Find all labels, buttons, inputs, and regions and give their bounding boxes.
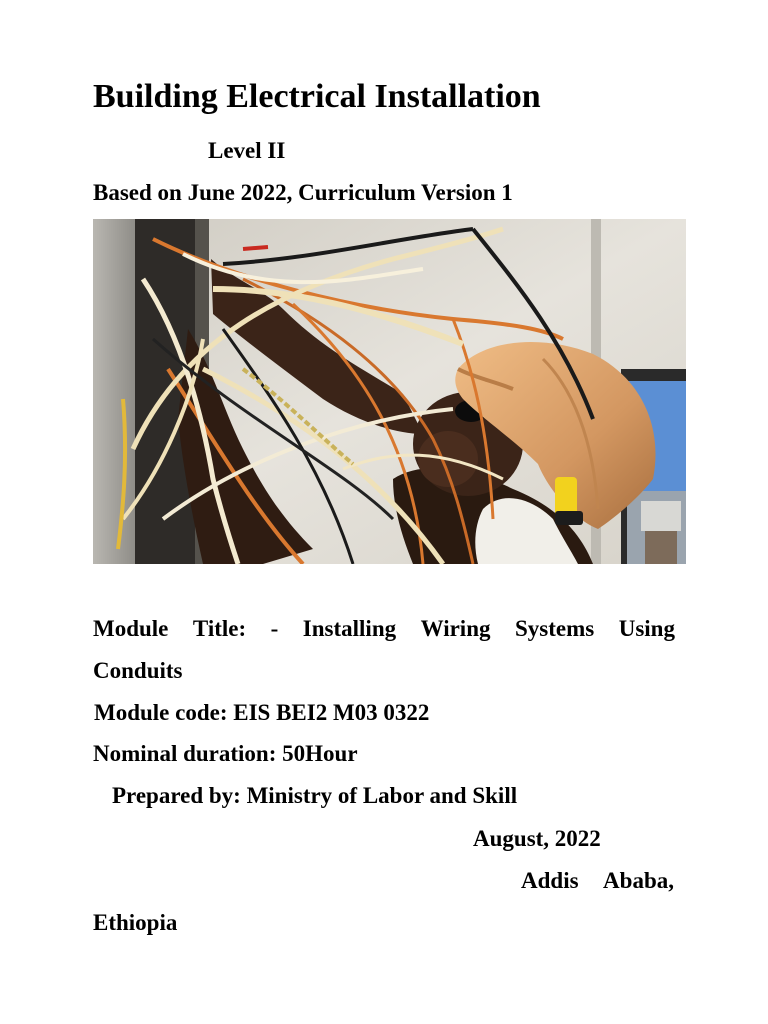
publication-date: August, 2022 <box>473 826 601 851</box>
module-title-continuation: Conduits <box>93 658 183 683</box>
city-word: Ababa, <box>603 868 674 893</box>
module-title-word: Title: <box>192 616 247 641</box>
city-word: Addis <box>521 868 579 893</box>
country: Ethiopia <box>93 910 178 935</box>
prepared-by: Prepared by: Ministry of Labor and Skill <box>112 783 518 808</box>
nominal-duration: Nominal duration: 50Hour <box>93 741 358 766</box>
module-title-word: - <box>270 616 279 641</box>
module-code: Module code: EIS BEI2 M03 0322 <box>94 700 430 725</box>
city-line <box>521 869 674 892</box>
cover-photo <box>93 219 686 564</box>
module-title-word: Installing <box>302 616 397 641</box>
curriculum-line: Based on June 2022, Curriculum Version 1 <box>93 180 513 205</box>
level-label: Level II <box>208 138 286 163</box>
module-title-word: Using <box>618 616 675 641</box>
module-title-line <box>93 617 675 640</box>
module-title-word: Systems <box>515 616 595 641</box>
document-title: Building Electrical Installation <box>93 78 541 115</box>
module-title-word: Wiring <box>420 616 491 641</box>
module-title-word: Module <box>93 616 169 641</box>
